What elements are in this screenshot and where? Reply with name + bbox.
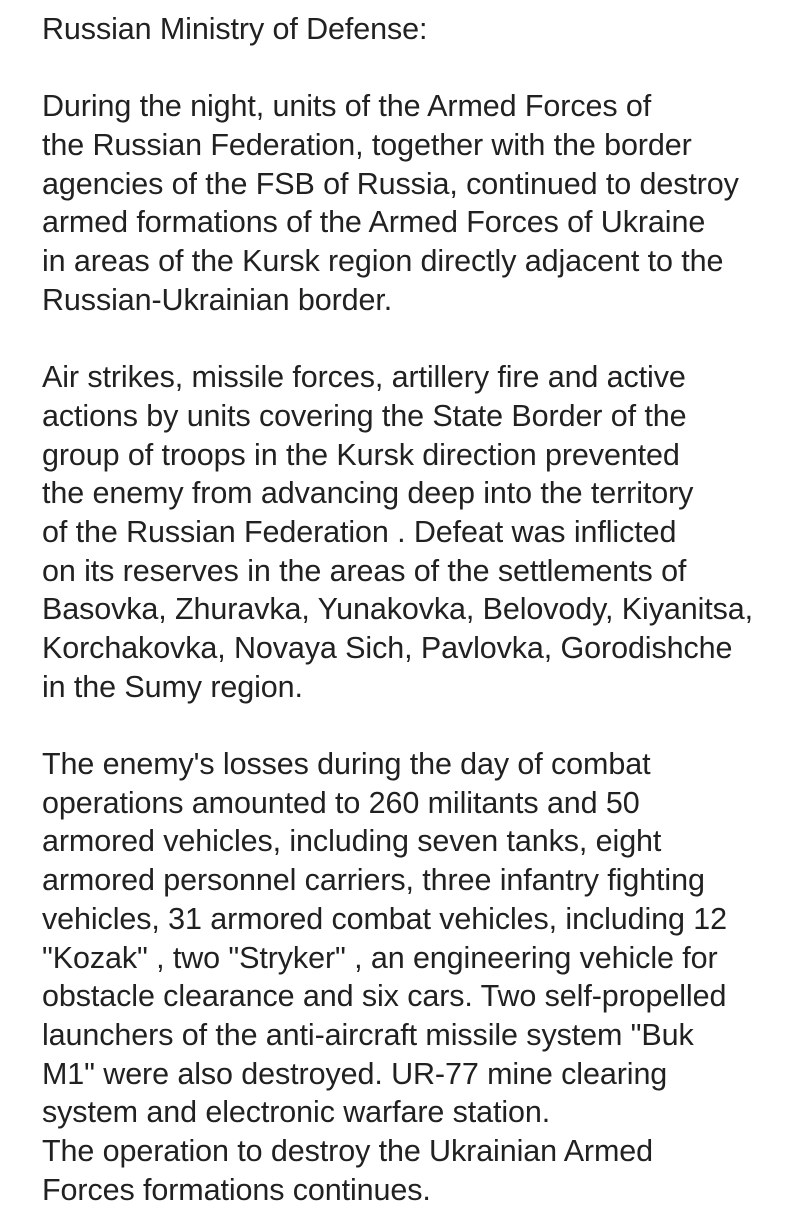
paragraph-1 xyxy=(42,87,802,319)
paragraph-line: "Kozak" , two "Stryker" , an engineering vehicle for xyxy=(42,940,718,975)
paragraph-line: Russian-Ukrainian border. xyxy=(42,282,393,317)
paragraph-line: in areas of the Kursk region directly adjacent to the xyxy=(42,244,724,279)
paragraph-line: Forces formations continues. xyxy=(42,1172,431,1207)
paragraph-line: launchers of the anti-aircraft missile system "Buk xyxy=(42,1017,694,1052)
paragraph-2 xyxy=(42,358,802,706)
paragraph-line: vehicles, 31 armored combat vehicles, including 12 xyxy=(42,901,728,936)
message-body xyxy=(42,0,802,1209)
paragraph-line: agencies of the FSB of Russia, continued to destroy xyxy=(42,166,739,201)
paragraph-line: actions by units covering the State Border of the xyxy=(42,398,687,433)
paragraph-line: the Russian Federation, together with the border xyxy=(42,128,692,163)
paragraph-line: system and electronic warfare station. xyxy=(42,1095,551,1130)
paragraph-line: armored vehicles, including seven tanks, eight xyxy=(42,824,662,859)
paragraph-line: on its reserves in the areas of the settlements of xyxy=(42,553,687,588)
paragraph-line: the enemy from advancing deep into the territory xyxy=(42,476,694,511)
paragraph-line: operations amounted to 260 militants and 50 xyxy=(42,785,640,820)
paragraph-line: During the night, units of the Armed Forces of xyxy=(42,89,652,124)
paragraph-line: Korchakovka, Novaya Sich, Pavlovka, Gorodishche xyxy=(42,631,733,665)
paragraph-line: The operation to destroy the Ukrainian Armed xyxy=(42,1133,654,1168)
paragraph-line: in the Sumy region. xyxy=(42,669,303,704)
paragraph-line: The enemy's losses during the day of combat xyxy=(42,747,651,782)
paragraph-line: obstacle clearance and six cars. Two self-propelled xyxy=(42,979,727,1014)
paragraph-line: group of troops in the Kursk direction prevented xyxy=(42,437,680,472)
paragraph-line: Basovka, Zhuravka, Yunakovka, Belovody, Kiyanitsa, xyxy=(42,592,754,627)
message-heading: Russian Ministry of Defense: xyxy=(42,12,428,46)
paragraph-line: armored personnel carriers, three infantry fighting xyxy=(42,863,705,898)
paragraph-gap xyxy=(42,320,802,359)
paragraph-gap xyxy=(42,49,802,88)
paragraph-line: Air strikes, missile forces, artillery fire and active xyxy=(42,360,686,395)
paragraph-3 xyxy=(42,745,802,1209)
paragraph-gap xyxy=(42,706,802,745)
paragraph-line: armed formations of the Armed Forces of Ukraine xyxy=(42,205,706,240)
paragraph-line: M1" were also destroyed. UR-77 mine clearing xyxy=(42,1056,668,1091)
paragraph-line: of the Russian Federation . Defeat was inflicted xyxy=(42,514,677,549)
